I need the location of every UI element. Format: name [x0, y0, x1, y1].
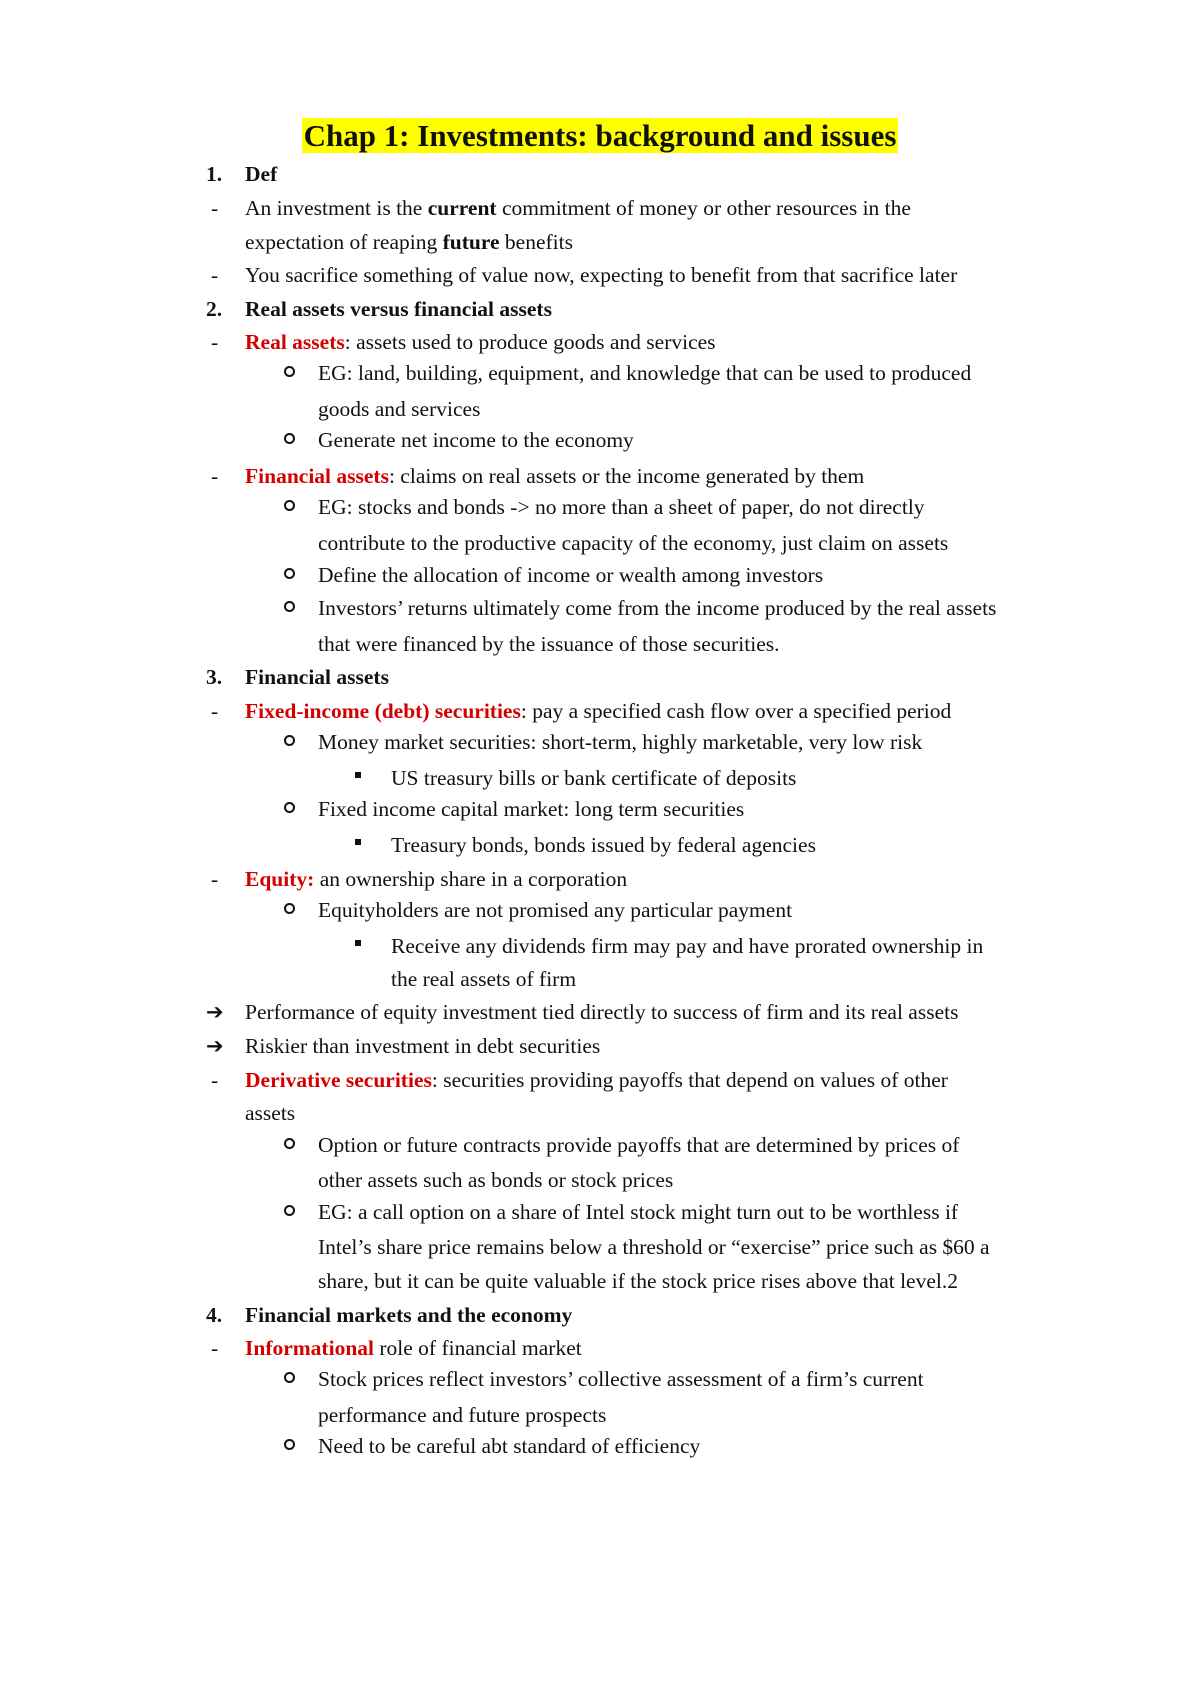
section-heading: Real assets versus financial assets — [245, 297, 552, 321]
section-heading: Def — [245, 162, 278, 186]
sub-item: Stock prices reflect investors’ collective assessment of a firm’s current — [318, 1367, 924, 1391]
section-number: 2. — [206, 297, 223, 321]
arrow-right-icon: ➔ — [206, 1034, 224, 1058]
dash-marker: - — [211, 263, 219, 287]
circle-bullet-icon — [282, 500, 296, 514]
dash-marker: - — [211, 1068, 219, 1092]
term-real-assets: Real assets — [245, 330, 345, 354]
list-item: Fixed-income (debt) securities: pay a specified cash flow over a specified period — [245, 699, 952, 723]
list-item-continuation: assets — [245, 1101, 296, 1125]
page-title: Chap 1: Investments: background and issues — [303, 118, 897, 153]
circle-bullet-icon — [282, 1372, 296, 1386]
sub-item-continuation: share, but it can be quite valuable if the stock price rises above that level.2 — [318, 1269, 958, 1293]
circle-bullet-icon — [282, 1439, 296, 1453]
section-heading: Financial markets and the economy — [245, 1303, 573, 1327]
list-item: Equity: an ownership share in a corporation — [245, 867, 628, 891]
sub-item-continuation: contribute to the productive capacity of the economy, just claim on assets — [318, 531, 949, 555]
list-item-continuation: expectation of reaping future benefits — [245, 230, 573, 254]
sub-item-continuation: that were financed by the issuance of those securities. — [318, 632, 780, 656]
sub-item-continuation: other assets such as bonds or stock prices — [318, 1168, 674, 1192]
circle-bullet-icon — [282, 366, 296, 380]
list-item: Derivative securities: securities providing payoffs that depend on values of other — [245, 1068, 948, 1092]
dash-marker: - — [211, 464, 219, 488]
circle-bullet-icon — [282, 735, 296, 749]
circle-bullet-icon — [282, 433, 296, 447]
section-number: 3. — [206, 665, 223, 689]
sub-item: Fixed income capital market: long term securities — [318, 797, 745, 821]
list-item: Informational role of financial market — [245, 1336, 582, 1360]
sub-item: Money market securities: short-term, highly marketable, very low risk — [318, 730, 923, 754]
sub-item: Define the allocation of income or wealth among investors — [318, 563, 824, 587]
section-number: 1. — [206, 162, 223, 186]
sub-item-continuation: performance and future prospects — [318, 1403, 607, 1427]
sub-item-continuation: Intel’s share price remains below a threshold or “exercise” price such as $60 a — [318, 1235, 990, 1259]
sub-sub-item: Receive any dividends firm may pay and have prorated ownership in — [391, 934, 984, 958]
term-equity: Equity: — [245, 867, 315, 891]
list-item: Financial assets: claims on real assets or the income generated by them — [245, 464, 865, 488]
sub-sub-item: Treasury bonds, bonds issued by federal agencies — [391, 833, 816, 857]
sub-item: Investors’ returns ultimately come from the income produced by the real assets — [318, 596, 997, 620]
dash-marker: - — [211, 330, 219, 354]
dash-marker: - — [211, 867, 219, 891]
circle-bullet-icon — [282, 568, 296, 582]
sub-item: Equityholders are not promised any particular payment — [318, 898, 793, 922]
section-number: 4. — [206, 1303, 223, 1327]
sub-item: EG: a call option on a share of Intel stock might turn out to be worthless if — [318, 1200, 959, 1224]
dash-marker: - — [211, 196, 219, 220]
list-item: You sacrifice something of value now, expecting to benefit from that sacrifice later — [245, 263, 958, 287]
circle-bullet-icon — [282, 1205, 296, 1219]
term-derivative: Derivative securities — [245, 1068, 432, 1092]
sub-sub-item-continuation: the real assets of firm — [391, 967, 577, 991]
sub-item-continuation: goods and services — [318, 397, 481, 421]
circle-bullet-icon — [282, 601, 296, 615]
circle-bullet-icon — [282, 903, 296, 917]
term-financial-assets: Financial assets — [245, 464, 389, 488]
dash-marker: - — [211, 1336, 219, 1360]
sub-item: EG: land, building, equipment, and knowledge that can be used to produced — [318, 361, 972, 385]
sub-sub-item: US treasury bills or bank certificate of deposits — [391, 766, 797, 790]
list-item: Real assets: assets used to produce goods and services — [245, 330, 716, 354]
term-fixed-income: Fixed-income (debt) securities — [245, 699, 521, 723]
sub-item: Need to be careful abt standard of efficiency — [318, 1434, 701, 1458]
dash-marker: - — [211, 699, 219, 723]
arrow-right-icon: ➔ — [206, 1000, 224, 1024]
sub-item: Generate net income to the economy — [318, 428, 634, 452]
section-heading: Financial assets — [245, 665, 389, 689]
term-informational: Informational — [245, 1336, 374, 1360]
circle-bullet-icon — [282, 802, 296, 816]
list-item: An investment is the current commitment of money or other resources in the — [245, 196, 911, 220]
sub-item: Option or future contracts provide payoffs that are determined by prices of — [318, 1133, 960, 1157]
arrow-item: Performance of equity investment tied directly to success of firm and its real assets — [245, 1000, 959, 1024]
sub-item: EG: stocks and bonds -> no more than a sheet of paper, do not directly — [318, 495, 925, 519]
arrow-item: Riskier than investment in debt securities — [245, 1034, 601, 1058]
circle-bullet-icon — [282, 1138, 296, 1152]
